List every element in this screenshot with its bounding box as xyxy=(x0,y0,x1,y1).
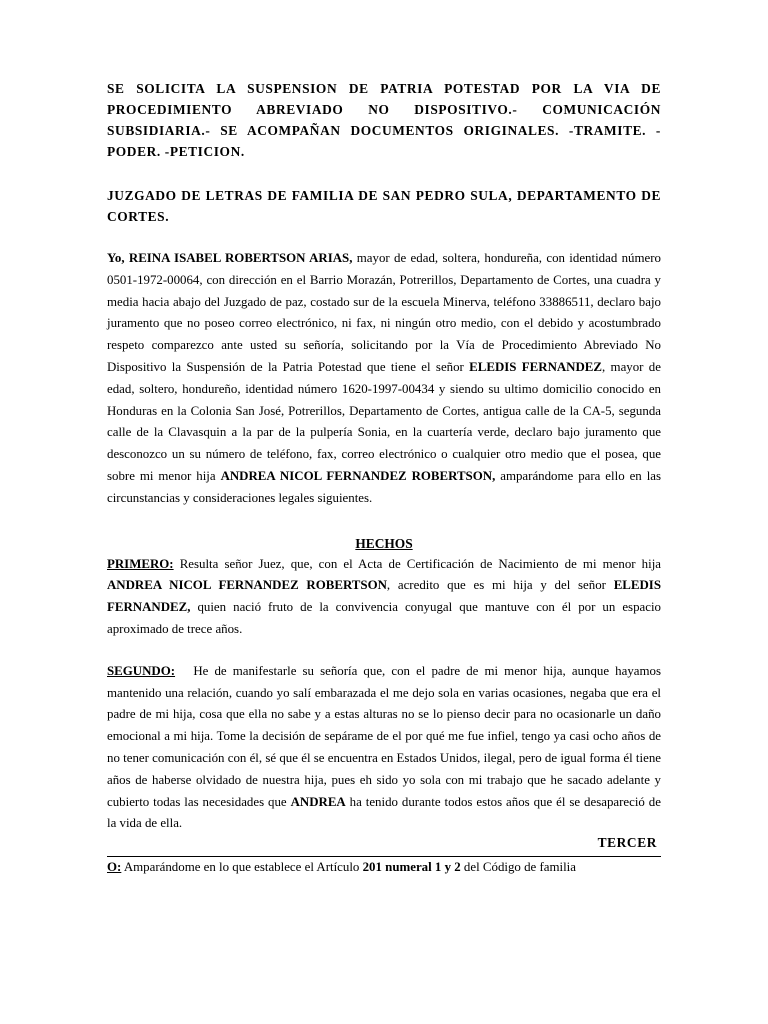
tercero-divider xyxy=(107,835,661,857)
article-reference: 201 numeral 1 y 2 xyxy=(362,860,461,875)
father-name: ELEDIS FERNANDEZ, xyxy=(107,578,661,615)
document-title: SE SOLICITA LA SUSPENSION DE PATRIA POTESTAD POR LA VIA DE PROCEDIMIENTO ABREVIADO NO DISPOSITIVO.- COMUNICACIÓN SUBSIDIARIA.- SE ACOMPAÑAN DOCUMENTOS ORIGINALES. -TRAMITE. -PODER. -PETICION. xyxy=(107,81,661,159)
segundo-paragraph: SEGUNDO: He de manifestarle su señoría que, con el padre de mi menor hija, aunque hayamos mantenido una relación, cuando yo salí embarazada el me dejo sola en varias ocasiones, negaba que era el padre de mi hija, cosa que ella no sabe y a estas alturas no se lo pienso decir para no ocasionarle un daño emocional a mi hija. Tome la decisión de sepárame de el por qué me fue infiel, tengo ya casi ocho años de no tener comunicación con él, sé que él se encuentra en Estados Unidos, ilegal, pero de igual forma él tiene años de haberse olvidado de nuestra hija, pues eh sido yo sola con mi trabajo que he sacado adelante y cubierto todas las necesidades que ANDREA ha tenido durante todos estos años que él se desapareció de la vida de ella. xyxy=(107,663,665,831)
father-name: ELEDIS FERNANDEZ xyxy=(469,359,602,374)
intro-paragraph: Yo, REINA ISABEL ROBERTSON ARIAS, mayor de edad, soltera, hondureña, con identidad número 0501-1972-00064, con dirección en el Barrio Morazán, Potrerillos, Departamento de Cortes, una cuadra y media hacia abajo del Juzgado de paz, costado sur de la escuela Minerva, teléfono 33886511, declaro bajo juramento que no poseo correo electrónico, ni fax, ni ningún otro medio, con el debido y acostumbrado respeto comparezco ante usted su señoría, solicitando por la Vía de Procedimiento Abreviado No Dispositivo la Suspensión de la Patria Potestad que tiene el señor ELEDIS FERNANDEZ, mayor de edad, soltero, hondureño, identidad número 1620-1997-00434 y siendo su ultimo domicilio conocido en Honduras en la Colonia San José, Potrerillos, Departamento de Cortes, antigua calle de la CA-5, segunda calle de la Clavasquin a la par de la pulpería Sonia, en la cuartería verde, declaro bajo juramento que desconozco un su número de teléfono, fax, correo electrónico o cualquier otro medio que el posea, que sobre mi menor hija ANDREA NICOL FERNANDEZ ROBERTSON, amparándome para ello en las circunstancias y consideraciones legales siguientes. xyxy=(107,251,662,505)
primero-label: PRIMERO: xyxy=(107,556,174,571)
tercero-label: O: xyxy=(107,860,122,875)
child-name: ANDREA NICOL FERNANDEZ ROBERTSON, xyxy=(220,468,496,483)
petitioner-name: Yo, REINA ISABEL ROBERTSON ARIAS, xyxy=(107,251,353,265)
court-heading: JUZGADO DE LETRAS DE FAMILIA DE SAN PEDRO SULA, DEPARTAMENTO DE CORTES. xyxy=(107,188,661,224)
primero-paragraph: PRIMERO: Resulta señor Juez, que, con el Acta de Certificación de Nacimiento de mi menor hija ANDREA NICOL FERNANDEZ ROBERTSON, acredito que es mi hija y del señor ELEDIS FERNANDEZ, quien nació fruto de la convivencia conyugal que mantuve con él por un espacio aproximado de trece años. xyxy=(107,556,661,636)
document-page xyxy=(107,78,665,879)
tercero-label-part: TERCER xyxy=(597,835,657,851)
child-name: ANDREA NICOL FERNANDEZ ROBERTSON xyxy=(107,578,387,593)
hechos-heading: HECHOS xyxy=(355,535,413,551)
tercero-paragraph: O: Amparándome en lo que establece el Artículo 201 numeral 1 y 2 del Código de familia xyxy=(107,860,576,875)
child-first-name: ANDREA xyxy=(290,794,346,809)
segundo-label: SEGUNDO: xyxy=(107,663,176,678)
